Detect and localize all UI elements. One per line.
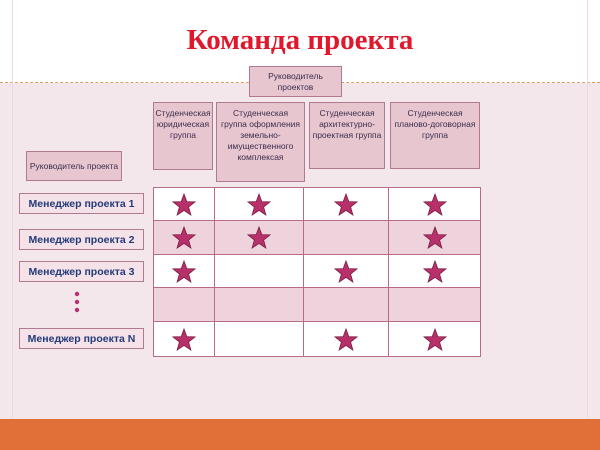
assignment-matrix	[153, 187, 481, 357]
matrix-row	[153, 221, 481, 255]
matrix-row	[153, 288, 481, 322]
matrix-cell	[304, 255, 389, 288]
matrix-cell	[153, 187, 215, 221]
matrix-cell	[389, 187, 481, 221]
matrix-cell	[215, 221, 304, 255]
star-icon	[334, 193, 358, 216]
matrix-row	[153, 322, 481, 357]
manager-box-1: Менеджер проекта 1	[19, 193, 144, 214]
page-title: Команда проекта	[186, 24, 414, 56]
matrix-cell	[389, 255, 481, 288]
star-icon	[423, 193, 447, 216]
manager-box-3: Менеджер проекта 3	[19, 261, 144, 282]
column-header-legal: Студенческая юридическая группа	[153, 102, 213, 170]
matrix-cell	[389, 288, 481, 322]
manager-box-n: Менеджер проекта N	[19, 328, 144, 349]
left-margin-line	[12, 0, 13, 418]
star-icon	[172, 260, 196, 283]
column-header-planning: Студенческая планово-договорная группа	[390, 102, 480, 169]
footer-bar	[0, 419, 600, 450]
star-icon	[172, 226, 196, 249]
matrix-cell	[304, 288, 389, 322]
star-icon	[247, 226, 271, 249]
matrix-cell	[304, 187, 389, 221]
role-box-project-head: Руководитель проекта	[26, 151, 122, 181]
matrix-cell	[215, 322, 304, 357]
star-icon	[172, 193, 196, 216]
matrix-row	[153, 187, 481, 221]
matrix-cell	[215, 288, 304, 322]
matrix-cell	[304, 322, 389, 357]
star-icon	[247, 193, 271, 216]
column-header-land: Студенческая группа оформления земельно-имущественного комплексая	[216, 102, 305, 182]
matrix-cell	[389, 221, 481, 255]
matrix-cell	[153, 255, 215, 288]
star-icon	[423, 260, 447, 283]
star-icon	[423, 226, 447, 249]
matrix-cell	[153, 322, 215, 357]
matrix-cell	[215, 187, 304, 221]
manager-box-2: Менеджер проекта 2	[19, 229, 144, 250]
right-margin-line	[587, 0, 588, 418]
matrix-cell	[304, 221, 389, 255]
matrix-cell	[215, 255, 304, 288]
star-icon	[334, 260, 358, 283]
matrix-row	[153, 255, 481, 288]
star-icon	[172, 328, 196, 351]
matrix-cell	[153, 288, 215, 322]
column-header-architecture: Студенческая архитектурно-проектная группа	[309, 102, 385, 169]
matrix-cell	[389, 322, 481, 357]
matrix-cell	[153, 221, 215, 255]
star-icon	[423, 328, 447, 351]
role-box-projects-head: Руководитель проектов	[249, 66, 342, 97]
star-icon	[334, 328, 358, 351]
ellipsis-dots	[74, 291, 80, 313]
